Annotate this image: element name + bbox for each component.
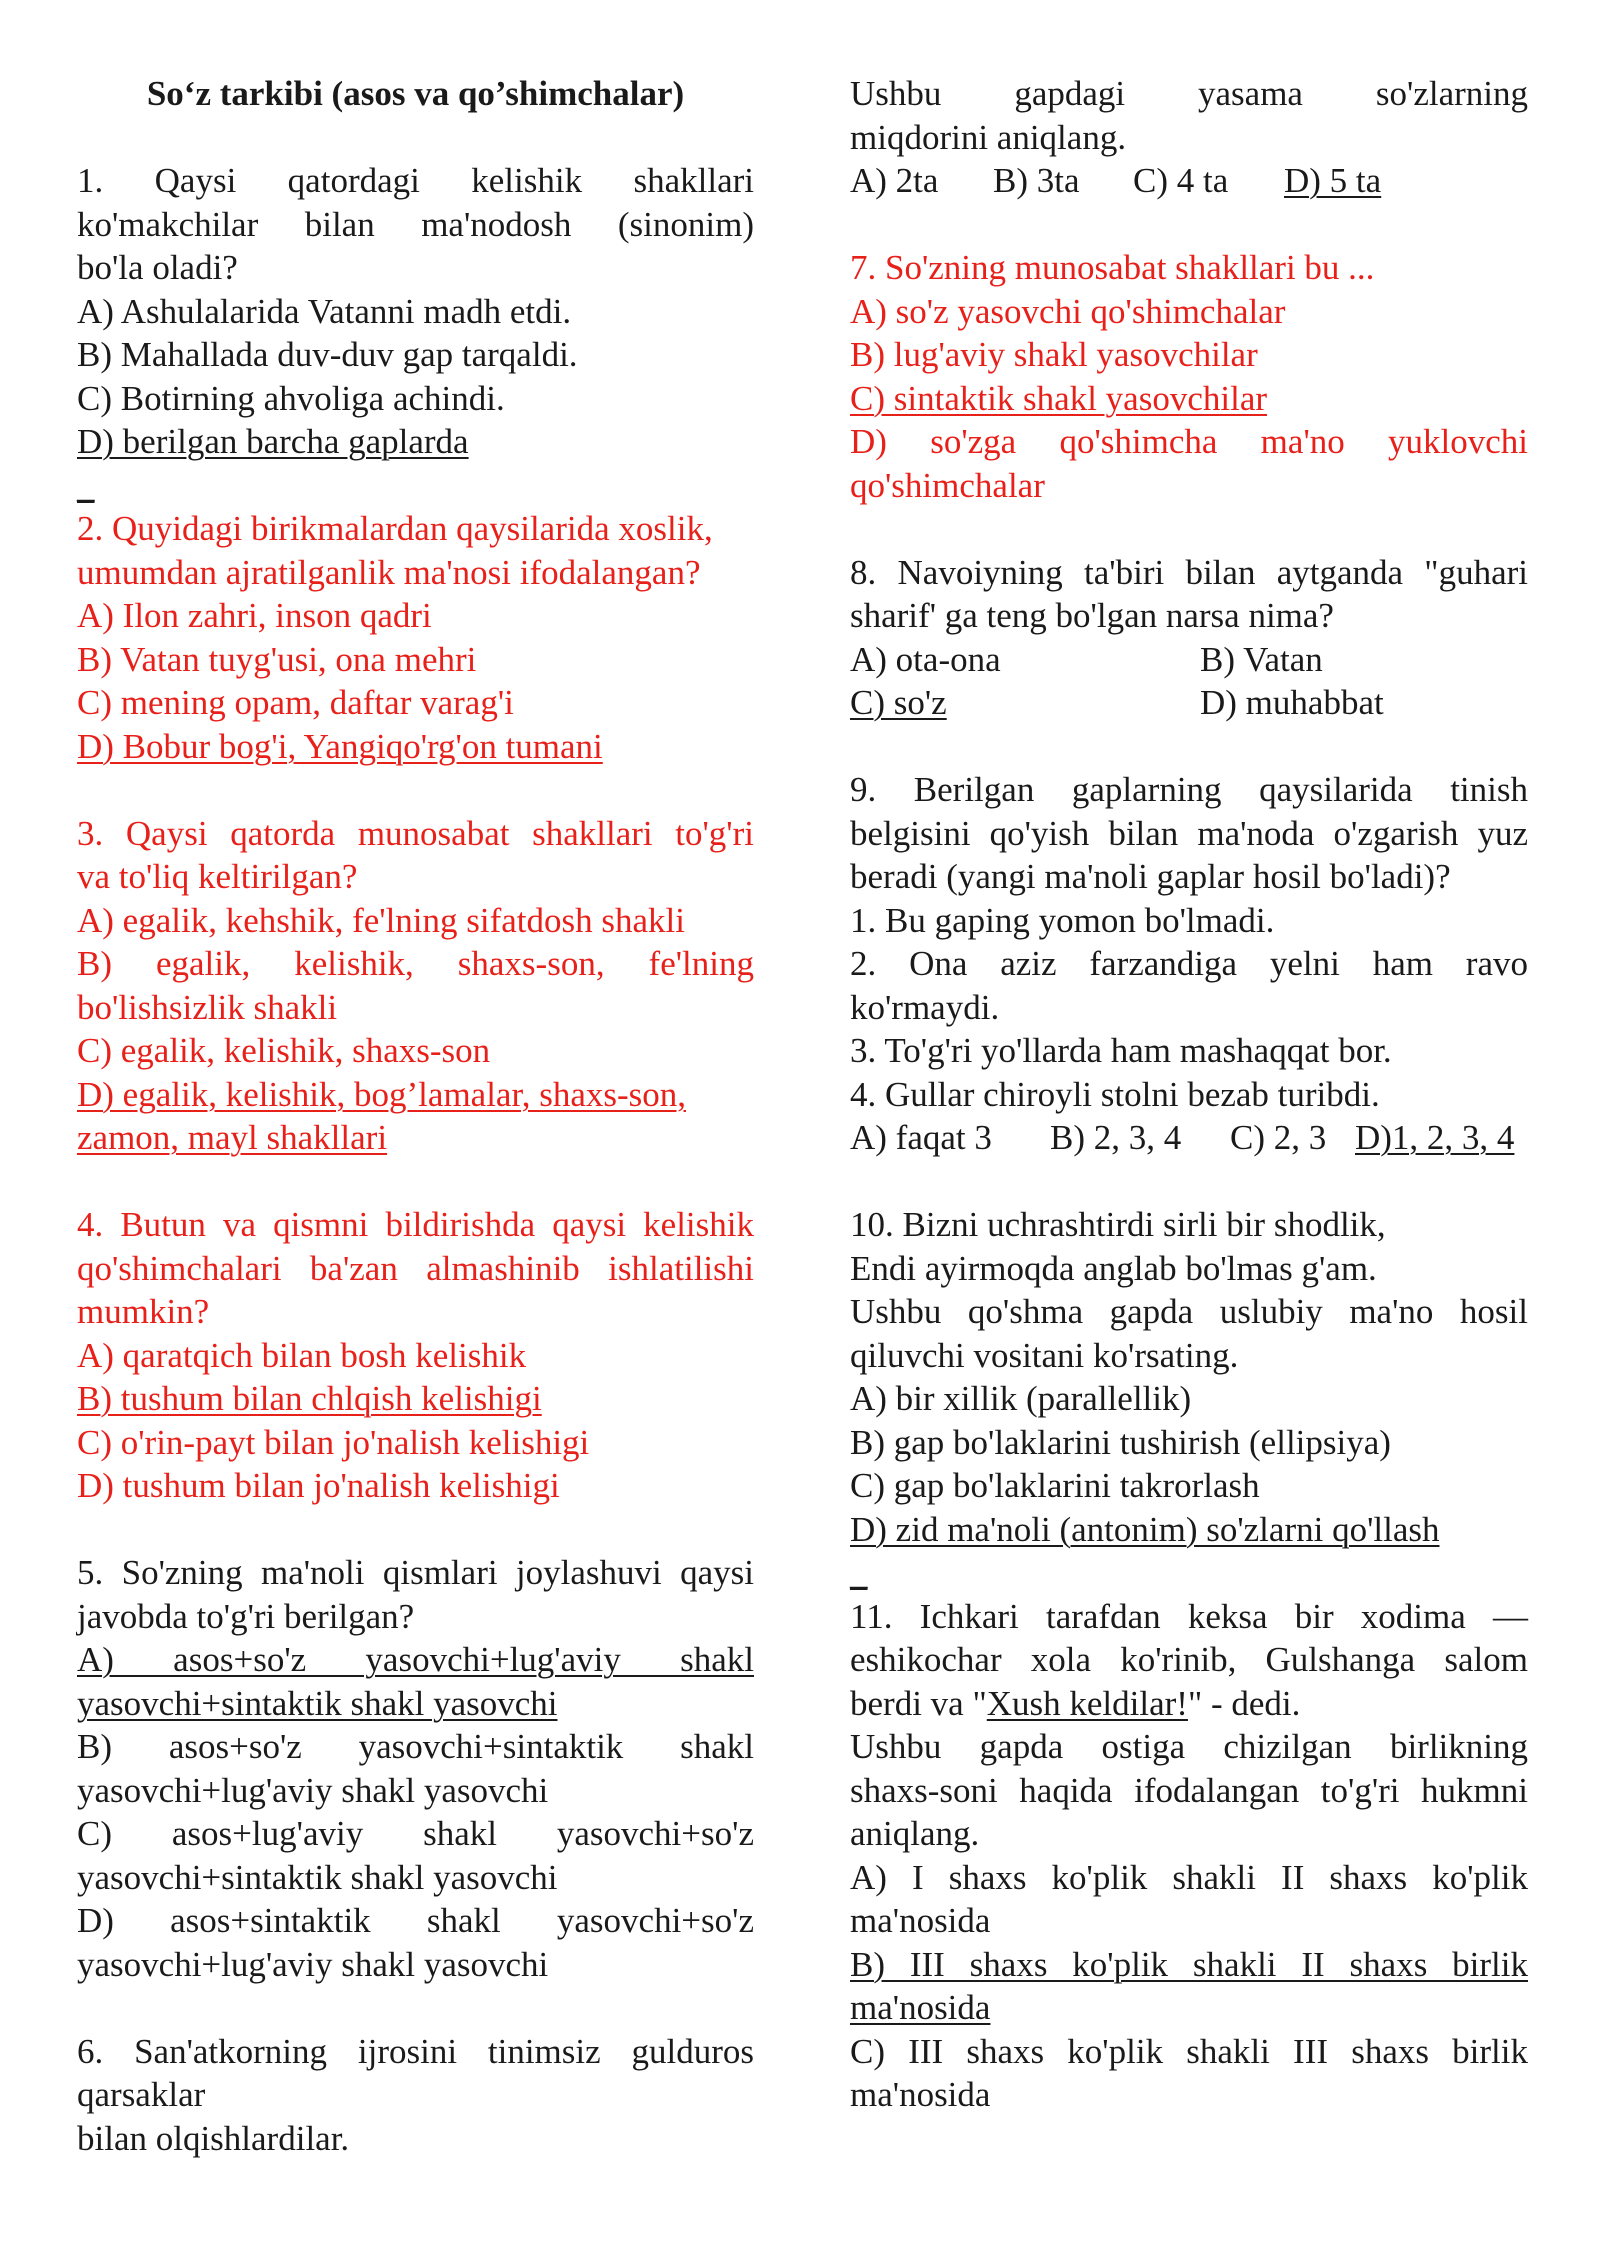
answer-option-b-correct: B) III shaxs ko'plik shakli II shaxs birlik <box>850 1944 1528 1984</box>
question-2 <box>77 507 754 768</box>
answer-option-b: B) egalik, kelishik, shaxs-son, fe'lning <box>77 944 754 983</box>
question-stem-line <box>850 1682 1528 1726</box>
answer-option-c: C) 4 ta <box>1133 161 1229 200</box>
underlined-phrase: Xush keldilar! <box>986 1683 1188 1723</box>
question-stem-line: 1. Qaysi qatordagi kelishik shakllari <box>77 161 754 200</box>
question-5 <box>77 1551 754 1986</box>
question-stem-line: Ushbu qo'shma gapda uslubiy ma'no hosil <box>850 1292 1528 1331</box>
answer-option-d-correct: D)1, 2, 3, 4 <box>1355 1118 1515 1157</box>
statement-2-cont: ko'rmaydi. <box>850 987 1000 1027</box>
question-stem-line: qarsaklar <box>77 2075 206 2114</box>
question-7 <box>850 246 1528 507</box>
statement-3: 3. To'g'ri yo'llarda ham mashaqqat bor. <box>850 1031 1392 1070</box>
answer-option-a: A) ota-ona <box>850 639 1001 679</box>
answer-option-d: D) so'zga qo'shimcha ma'no yuklovchi <box>850 422 1528 461</box>
right-column <box>850 72 1528 2117</box>
answer-option-d-correct: D) egalik, kelishik, bog’lamalar, shaxs-son, <box>77 1074 687 1114</box>
answer-option-c: C) Botirning ahvoliga achindi. <box>77 378 505 418</box>
question-stem-line: Ushbu gapdagi yasama so'zlarning <box>850 74 1528 113</box>
question-stem-line: 8. Navoiyning ta'biri bilan aytganda "guhari <box>850 552 1528 592</box>
answer-option-b-cont: ma'nosida <box>850 1988 991 2027</box>
stem-text: " - dedi. <box>1187 1683 1301 1723</box>
question-stem-line: beradi (yangi ma'noli gaplar hosil bo'ladi)? <box>850 857 1451 896</box>
question-stem-line: 7. So'zning munosabat shakllari bu ... <box>850 248 1375 287</box>
question-1 <box>77 159 754 507</box>
stem-text: berdi va " <box>850 1683 987 1723</box>
answer-option-a: A) egalik, kehshik, fe'lning sifatdosh shakli <box>77 900 686 940</box>
answer-option-c: C) 2, 3 <box>1230 1118 1327 1157</box>
answer-option-a: A) so'z yasovchi qo'shimchalar <box>850 291 1286 331</box>
answer-option-a: A) Ashulalarida Vatanni madh etdi. <box>77 291 572 331</box>
question-stem-line: qiluvchi vositani ko'rsating. <box>850 1335 1239 1375</box>
answer-option-a-cont: ma'nosida <box>850 1901 991 1940</box>
question-stem-line: javobda to'g'ri berilgan? <box>77 1596 415 1636</box>
answer-option-a-cont: yasovchi+sintaktik shakl yasovchi <box>77 1683 558 1723</box>
poem-line: Endi ayirmoqda anglab bo'lmas g'am. <box>850 1248 1377 1288</box>
answer-option-b: B) gap bo'laklarini tushirish (ellipsiya) <box>850 1422 1391 1462</box>
answer-option-d: D) asos+sintaktik shakl yasovchi+so'z <box>77 1901 754 1940</box>
answer-option-c: C) asos+lug'aviy shakl yasovchi+so'z <box>77 1814 754 1853</box>
question-stem-line: 5. So'zning ma'noli qismlari joylashuvi qaysi <box>77 1553 754 1592</box>
answer-option-c-cont: yasovchi+sintaktik shakl yasovchi <box>77 1857 558 1897</box>
question-stem-line: 9. Berilgan gaplarning qaysilarida tinish <box>850 770 1528 809</box>
answer-option-a: A) bir xillik (parallellik) <box>850 1379 1192 1418</box>
answer-option-a: A) I shaxs ko'plik shakli II shaxs ko'plik <box>850 1857 1528 1897</box>
answer-option-c-cont: ma'nosida <box>850 2075 991 2114</box>
question-stem-line: 11. Ichkari tarafdan keksa bir xodima — <box>850 1596 1528 1636</box>
question-stem-line: shaxs-soni haqida ifodalangan to'g'ri hukmni <box>850 1770 1528 1810</box>
answer-option-d: D) muhabbat <box>1200 683 1384 722</box>
question-6-stem-end <box>850 72 1528 203</box>
answer-options-row <box>850 638 1528 682</box>
answer-option-d-correct: D) berilgan barcha gaplarda <box>77 422 469 461</box>
answer-option-b: B) Vatan <box>1200 639 1323 679</box>
answer-option-a: A) faqat 3 <box>850 1118 992 1157</box>
question-3 <box>77 812 754 1160</box>
page-title: So‘z tarkibi (asos va qo’shimchalar) <box>146 74 685 113</box>
answer-option-b: B) lug'aviy shakl yasovchilar <box>850 335 1258 374</box>
underscore-mark: _ <box>77 465 95 505</box>
question-stem-line: ko'makchilar bilan ma'nodosh (sinonim) <box>77 204 754 244</box>
statement-1: 1. Bu gaping yomon bo'lmadi. <box>850 900 1275 940</box>
question-10 <box>850 1203 1528 1595</box>
question-stem-line: eshikochar xola ko'rinib, Gulshanga salom <box>850 1640 1528 1679</box>
answer-option-c-correct: C) sintaktik shakl yasovchilar <box>850 378 1268 418</box>
answer-option-c: C) mening opam, daftar varag'i <box>77 683 514 722</box>
answer-option-b: B) Vatan tuyg'usi, ona mehri <box>77 639 477 679</box>
answer-option-c: C) III shaxs ko'plik shakli III shaxs birlik <box>850 2031 1528 2071</box>
answer-option-b-correct: B) tushum bilan chlqish kelishigi <box>77 1379 542 1418</box>
question-6-stem-start <box>77 2030 754 2161</box>
answer-option-b-cont: yasovchi+lug'aviy shakl yasovchi <box>77 1770 549 1810</box>
question-stem-line: umumdan ajratilganlik ma'nosi ifodalangan? <box>77 552 701 592</box>
question-stem-line: aniqlang. <box>850 1814 980 1853</box>
answer-option-c: C) gap bo'laklarini takrorlash <box>850 1466 1260 1505</box>
poem-line: 10. Bizni uchrashtirdi sirli bir shodlik, <box>850 1205 1386 1244</box>
question-9 <box>850 768 1528 1160</box>
answer-option-d-correct: D) zid ma'noli (antonim) so'zlarni qo'llash <box>850 1509 1440 1549</box>
question-11 <box>850 1595 1528 2117</box>
answer-option-c: C) o'rin-payt bilan jo'nalish kelishigi <box>77 1422 590 1462</box>
question-4 <box>77 1203 754 1508</box>
question-stem-line: Ushbu gapda ostiga chizilgan birlikning <box>850 1727 1528 1766</box>
question-stem-line: bilan olqishlardilar. <box>77 2118 350 2158</box>
answer-options-row <box>850 681 1528 725</box>
answer-options-row <box>850 159 1528 203</box>
question-stem-line: 6. San'atkorning ijrosini tinimsiz gulduros <box>77 2031 754 2071</box>
answer-option-c: C) egalik, kelishik, shaxs-son <box>77 1031 491 1070</box>
answer-option-a-correct: A) asos+so'z yasovchi+lug'aviy shakl <box>77 1640 754 1679</box>
answer-option-d-cont: yasovchi+lug'aviy shakl yasovchi <box>77 1944 549 1984</box>
answer-option-d-correct: D) 5 ta <box>1284 161 1382 200</box>
answer-option-b: B) Mahallada duv-duv gap tarqaldi. <box>77 335 578 374</box>
answer-option-d: D) tushum bilan jo'nalish kelishigi <box>77 1466 560 1505</box>
question-stem-line: 3. Qaysi qatorda munosabat shakllari to'g'ri <box>77 813 754 853</box>
underscore-mark: _ <box>850 1553 868 1592</box>
statement-2: 2. Ona aziz farzandiga yelni ham ravo <box>850 944 1528 983</box>
question-stem-line: belgisini qo'yish bilan ma'noda o'zgarish yuz <box>850 813 1528 853</box>
question-stem-line: va to'liq keltirilgan? <box>77 857 358 896</box>
answer-option-d-correct: D) Bobur bog'i, Yangiqo'rg'on tumani <box>77 726 603 766</box>
answer-option-b: B) 2, 3, 4 <box>1050 1118 1182 1157</box>
answer-option-b: B) asos+so'z yasovchi+sintaktik shakl <box>77 1727 754 1766</box>
answer-option-d-cont: qo'shimchalar <box>850 465 1045 505</box>
question-stem-line: miqdorini aniqlang. <box>850 117 1127 157</box>
answer-option-a: A) 2ta <box>850 161 939 200</box>
question-stem-line: bo'la oladi? <box>77 248 238 287</box>
question-stem-line: sharif' ga teng bo'lgan narsa nima? <box>850 596 1334 635</box>
question-stem-line: 2. Quyidagi birikmalardan qaysilarida xoslik, <box>77 509 713 548</box>
question-stem-line: qo'shimchalari ba'zan almashinib ishlatilishi <box>77 1248 754 1288</box>
question-8 <box>850 551 1528 725</box>
answer-option-a: A) Ilon zahri, inson qadri <box>77 596 432 635</box>
answer-option-b-cont: bo'lishsizlik shakli <box>77 987 338 1027</box>
answer-option-a: A) qaratqich bilan bosh kelishik <box>77 1335 527 1375</box>
answer-option-c-correct: C) so'z <box>850 683 947 722</box>
answer-option-b: B) 3ta <box>993 161 1080 200</box>
answer-option-d-cont: zamon, mayl shakllari <box>77 1118 388 1157</box>
question-stem-line: 4. Butun va qismni bildirishda qaysi kelishik <box>77 1205 754 1244</box>
statement-4: 4. Gullar chiroyli stolni bezab turibdi. <box>850 1074 1380 1114</box>
question-stem-line: mumkin? <box>77 1292 210 1331</box>
left-column <box>77 72 754 2160</box>
answer-options-row <box>850 1116 1528 1160</box>
